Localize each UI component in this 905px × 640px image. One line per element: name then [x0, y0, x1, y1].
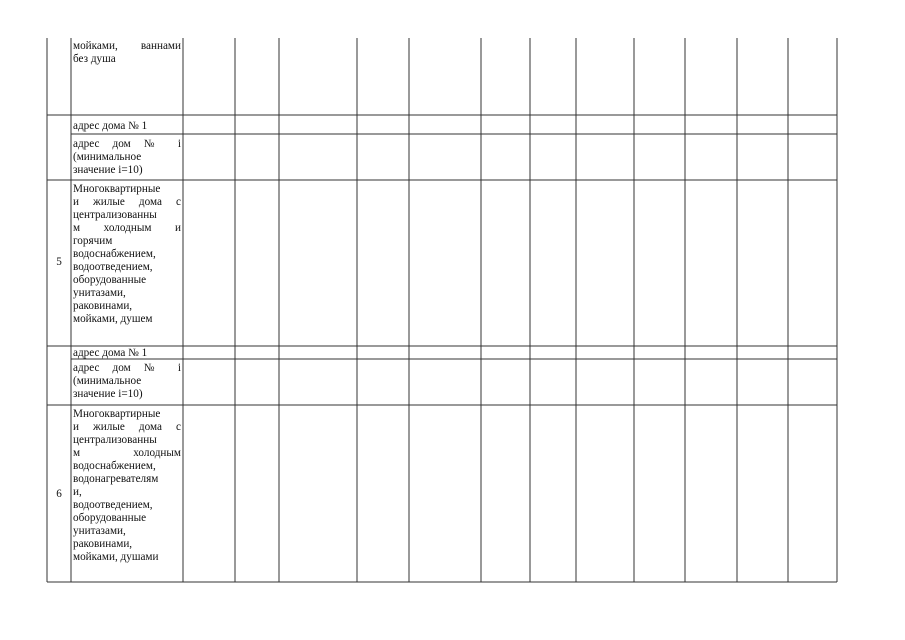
text-line: и жилые дома с [73, 421, 181, 433]
text-line: водоотведением, [73, 261, 153, 273]
address-last [72, 362, 182, 401]
text-line: централизованны [73, 209, 157, 221]
text-line: водонагревателям [73, 473, 159, 485]
text-line: значение i=10) [73, 388, 143, 400]
text-line: (минимальное [73, 151, 142, 163]
text-line: м холодным [73, 447, 181, 459]
address-first: адрес дома № 1 [73, 347, 148, 359]
text-line: водоотведением, [73, 499, 153, 511]
text-line: мойками, ваннами [73, 40, 181, 52]
address-last [72, 138, 182, 177]
text-line: адрес дом № i [73, 138, 181, 150]
text-line: и жилые дома с [73, 196, 181, 208]
text-line: унитазами, [73, 525, 126, 537]
text-line: Многоквартирные [73, 183, 161, 195]
text-line: адрес дом № i [73, 362, 181, 374]
text-line: оборудованные [73, 274, 147, 286]
text-line: водоснабжением, [73, 460, 156, 472]
row-number: 6 [56, 488, 62, 500]
address-first: адрес дома № 1 [73, 120, 148, 132]
row-description [72, 408, 182, 564]
text-line: горячим [73, 235, 113, 247]
text-line: значение i=10) [73, 164, 143, 176]
text-line: унитазами, [73, 287, 126, 299]
text-line: м холодным и [73, 222, 181, 234]
text-line: (минимальное [73, 375, 142, 387]
text-line: оборудованные [73, 512, 147, 524]
row-description [72, 40, 182, 66]
text-line: централизованны [73, 434, 157, 446]
text-line: без душа [73, 53, 116, 65]
text-line: Многоквартирные [73, 408, 161, 420]
text-line: мойками, душем [73, 313, 153, 325]
text-line: мойками, душами [73, 551, 159, 563]
row-number: 5 [56, 256, 62, 268]
text-line: водоснабжением, [73, 248, 156, 260]
text-line: раковинами, [73, 300, 133, 312]
row-description [72, 183, 182, 326]
text-line: и, [73, 486, 82, 498]
text-line: раковинами, [73, 538, 133, 550]
